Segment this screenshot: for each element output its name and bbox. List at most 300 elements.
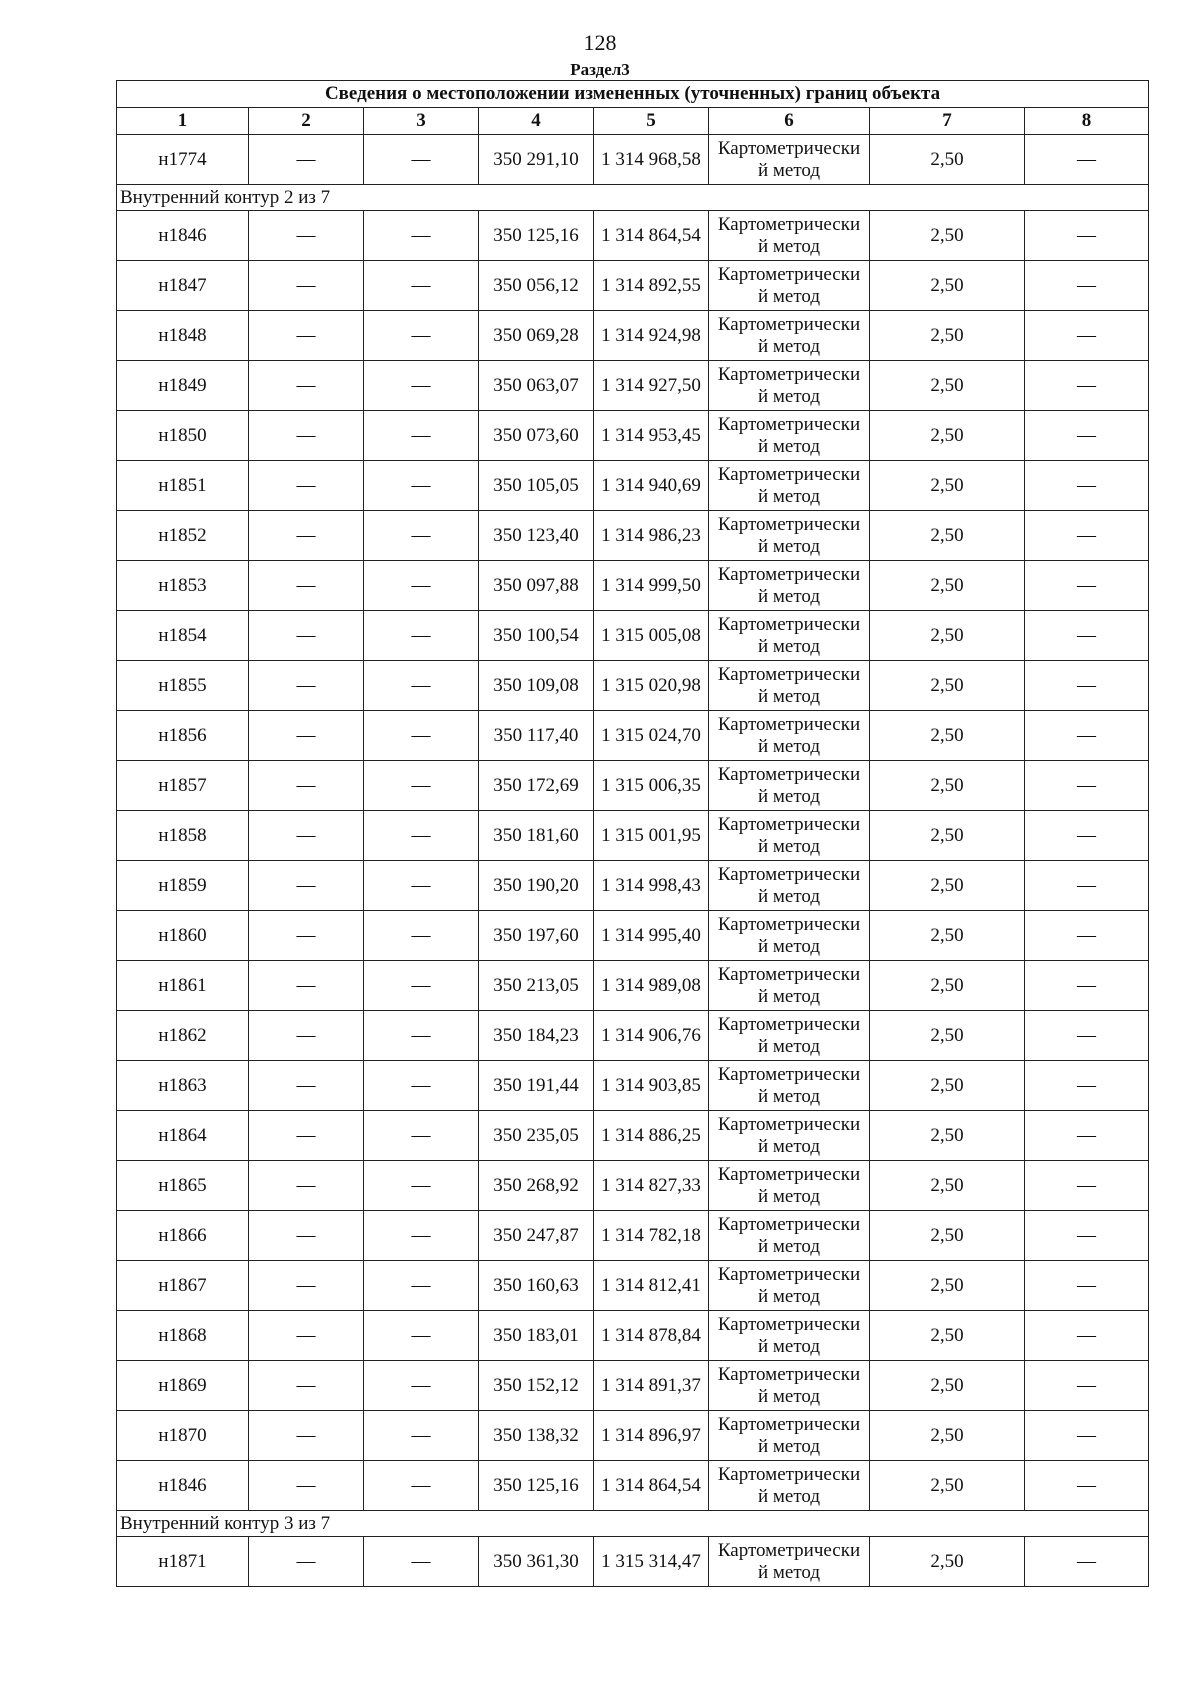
y-coordinate-cell: 1 314 906,76 bbox=[594, 1011, 709, 1061]
column-3-cell: — bbox=[364, 1011, 479, 1061]
column-2-cell: — bbox=[249, 1361, 364, 1411]
method-cell bbox=[709, 961, 870, 1011]
x-coordinate-cell: 350 097,88 bbox=[479, 561, 594, 611]
y-coordinate-cell: 1 314 903,85 bbox=[594, 1061, 709, 1111]
column-3-cell: — bbox=[364, 411, 479, 461]
method-line1: Картометрически bbox=[717, 513, 861, 535]
column-number: 5 bbox=[594, 108, 709, 135]
method-cell bbox=[709, 1411, 870, 1461]
method-line2: й метод bbox=[757, 385, 821, 407]
column-3-cell: — bbox=[364, 911, 479, 961]
column-3-cell: — bbox=[364, 311, 479, 361]
point-name-cell: н1857 bbox=[117, 761, 249, 811]
y-coordinate-cell: 1 314 986,23 bbox=[594, 511, 709, 561]
column-3-cell: — bbox=[364, 1311, 479, 1361]
table-row bbox=[117, 1537, 1149, 1587]
point-name-cell: н1858 bbox=[117, 811, 249, 861]
x-coordinate-cell: 350 247,87 bbox=[479, 1211, 594, 1261]
method-line1: Картометрически bbox=[717, 663, 861, 685]
accuracy-cell: 2,50 bbox=[870, 861, 1025, 911]
x-coordinate-cell: 350 291,10 bbox=[479, 135, 594, 185]
accuracy-cell: 2,50 bbox=[870, 1537, 1025, 1587]
column-2-cell: — bbox=[249, 461, 364, 511]
method-line1: Картометрически bbox=[717, 613, 861, 635]
table-row bbox=[117, 661, 1149, 711]
point-name-cell: н1863 bbox=[117, 1061, 249, 1111]
column-2-cell: — bbox=[249, 411, 364, 461]
table-row bbox=[117, 135, 1149, 185]
x-coordinate-cell: 350 109,08 bbox=[479, 661, 594, 711]
column-3-cell: — bbox=[364, 1361, 479, 1411]
column-8-cell: — bbox=[1025, 211, 1149, 261]
method-line1: Картометрически bbox=[717, 1163, 861, 1185]
point-name-cell: н1855 bbox=[117, 661, 249, 711]
accuracy-cell: 2,50 bbox=[870, 411, 1025, 461]
column-2-cell: — bbox=[249, 961, 364, 1011]
column-8-cell: — bbox=[1025, 1461, 1149, 1511]
column-2-cell: — bbox=[249, 361, 364, 411]
method-line2: й метод bbox=[757, 285, 821, 307]
table-row bbox=[117, 461, 1149, 511]
column-2-cell: — bbox=[249, 911, 364, 961]
method-cell bbox=[709, 861, 870, 911]
y-coordinate-cell: 1 314 995,40 bbox=[594, 911, 709, 961]
accuracy-cell: 2,50 bbox=[870, 1111, 1025, 1161]
method-line2: й метод bbox=[757, 635, 821, 657]
point-name-cell: н1849 bbox=[117, 361, 249, 411]
column-3-cell: — bbox=[364, 1161, 479, 1211]
table-row bbox=[117, 611, 1149, 661]
x-coordinate-cell: 350 105,05 bbox=[479, 461, 594, 511]
column-2-cell: — bbox=[249, 1461, 364, 1511]
column-8-cell: — bbox=[1025, 1111, 1149, 1161]
y-coordinate-cell: 1 314 864,54 bbox=[594, 211, 709, 261]
section-title: Раздел3 bbox=[570, 60, 630, 79]
method-line1: Картометрически bbox=[717, 563, 861, 585]
column-8-cell: — bbox=[1025, 811, 1149, 861]
method-cell bbox=[709, 461, 870, 511]
x-coordinate-cell: 350 190,20 bbox=[479, 861, 594, 911]
method-cell bbox=[709, 135, 870, 185]
point-name-cell: н1846 bbox=[117, 1461, 249, 1511]
x-coordinate-cell: 350 117,40 bbox=[479, 711, 594, 761]
method-cell bbox=[709, 411, 870, 461]
method-line1: Картометрически bbox=[717, 713, 861, 735]
method-line1: Картометрически bbox=[717, 1013, 861, 1035]
method-line1: Картометрически bbox=[717, 137, 861, 159]
accuracy-cell: 2,50 bbox=[870, 1411, 1025, 1461]
table-row bbox=[117, 311, 1149, 361]
method-line1: Картометрически bbox=[717, 1213, 861, 1235]
column-3-cell: — bbox=[364, 611, 479, 661]
column-8-cell: — bbox=[1025, 511, 1149, 561]
column-3-cell: — bbox=[364, 511, 479, 561]
table-row bbox=[117, 761, 1149, 811]
column-8-cell: — bbox=[1025, 761, 1149, 811]
method-line2: й метод bbox=[757, 735, 821, 757]
table-row bbox=[117, 911, 1149, 961]
x-coordinate-cell: 350 125,16 bbox=[479, 211, 594, 261]
column-8-cell: — bbox=[1025, 911, 1149, 961]
x-coordinate-cell: 350 172,69 bbox=[479, 761, 594, 811]
y-coordinate-cell: 1 314 998,43 bbox=[594, 861, 709, 911]
column-2-cell: — bbox=[249, 311, 364, 361]
column-3-cell: — bbox=[364, 461, 479, 511]
table-row bbox=[117, 1361, 1149, 1411]
method-line1: Картометрически bbox=[717, 963, 861, 985]
point-name-cell: н1850 bbox=[117, 411, 249, 461]
method-line2: й метод bbox=[757, 1385, 821, 1407]
column-2-cell: — bbox=[249, 811, 364, 861]
accuracy-cell: 2,50 bbox=[870, 1011, 1025, 1061]
column-2-cell: — bbox=[249, 1111, 364, 1161]
column-3-cell: — bbox=[364, 1411, 479, 1461]
column-8-cell: — bbox=[1025, 1311, 1149, 1361]
x-coordinate-cell: 350 183,01 bbox=[479, 1311, 594, 1361]
method-line2: й метод bbox=[757, 535, 821, 557]
method-line1: Картометрически bbox=[717, 1263, 861, 1285]
y-coordinate-cell: 1 315 024,70 bbox=[594, 711, 709, 761]
y-coordinate-cell: 1 314 896,97 bbox=[594, 1411, 709, 1461]
table-row bbox=[117, 1261, 1149, 1311]
column-8-cell: — bbox=[1025, 411, 1149, 461]
y-coordinate-cell: 1 314 886,25 bbox=[594, 1111, 709, 1161]
point-name-cell: н1869 bbox=[117, 1361, 249, 1411]
y-coordinate-cell: 1 314 989,08 bbox=[594, 961, 709, 1011]
method-line2: й метод bbox=[757, 1485, 821, 1507]
table-row bbox=[117, 211, 1149, 261]
column-3-cell: — bbox=[364, 1261, 479, 1311]
x-coordinate-cell: 350 100,54 bbox=[479, 611, 594, 661]
x-coordinate-cell: 350 069,28 bbox=[479, 311, 594, 361]
point-name-cell: н1860 bbox=[117, 911, 249, 961]
x-coordinate-cell: 350 138,32 bbox=[479, 1411, 594, 1461]
accuracy-cell: 2,50 bbox=[870, 211, 1025, 261]
method-line2: й метод bbox=[757, 335, 821, 357]
point-name-cell: н1865 bbox=[117, 1161, 249, 1211]
accuracy-cell: 2,50 bbox=[870, 461, 1025, 511]
y-coordinate-cell: 1 315 314,47 bbox=[594, 1537, 709, 1587]
method-line2: й метод bbox=[757, 935, 821, 957]
x-coordinate-cell: 350 184,23 bbox=[479, 1011, 594, 1061]
point-name-cell: н1867 bbox=[117, 1261, 249, 1311]
y-coordinate-cell: 1 315 005,08 bbox=[594, 611, 709, 661]
method-cell bbox=[709, 1061, 870, 1111]
method-line1: Картометрически bbox=[717, 363, 861, 385]
column-2-cell: — bbox=[249, 1161, 364, 1211]
y-coordinate-cell: 1 315 006,35 bbox=[594, 761, 709, 811]
y-coordinate-cell: 1 315 001,95 bbox=[594, 811, 709, 861]
column-2-cell: — bbox=[249, 661, 364, 711]
x-coordinate-cell: 350 191,44 bbox=[479, 1061, 594, 1111]
y-coordinate-cell: 1 314 864,54 bbox=[594, 1461, 709, 1511]
column-2-cell: — bbox=[249, 711, 364, 761]
method-cell bbox=[709, 211, 870, 261]
column-2-cell: — bbox=[249, 1411, 364, 1461]
table-row bbox=[117, 811, 1149, 861]
column-8-cell: — bbox=[1025, 661, 1149, 711]
column-3-cell: — bbox=[364, 211, 479, 261]
method-cell bbox=[709, 261, 870, 311]
table-row bbox=[117, 961, 1149, 1011]
column-2-cell: — bbox=[249, 611, 364, 661]
accuracy-cell: 2,50 bbox=[870, 511, 1025, 561]
method-line2: й метод bbox=[757, 985, 821, 1007]
x-coordinate-cell: 350 268,92 bbox=[479, 1161, 594, 1211]
column-8-cell: — bbox=[1025, 861, 1149, 911]
method-line1: Картометрически bbox=[717, 913, 861, 935]
column-3-cell: — bbox=[364, 1461, 479, 1511]
method-line1: Картометрически bbox=[717, 463, 861, 485]
point-name-cell: н1868 bbox=[117, 1311, 249, 1361]
column-8-cell: — bbox=[1025, 311, 1149, 361]
point-name-cell: н1871 bbox=[117, 1537, 249, 1587]
method-cell bbox=[709, 561, 870, 611]
table-row bbox=[117, 1311, 1149, 1361]
column-2-cell: — bbox=[249, 1311, 364, 1361]
y-coordinate-cell: 1 315 020,98 bbox=[594, 661, 709, 711]
y-coordinate-cell: 1 314 940,69 bbox=[594, 461, 709, 511]
point-name-cell: н1856 bbox=[117, 711, 249, 761]
point-name-cell: н1866 bbox=[117, 1211, 249, 1261]
method-line1: Картометрически bbox=[717, 813, 861, 835]
point-name-cell: н1847 bbox=[117, 261, 249, 311]
method-line1: Картометрически bbox=[717, 1363, 861, 1385]
method-cell bbox=[709, 511, 870, 561]
accuracy-cell: 2,50 bbox=[870, 561, 1025, 611]
column-2-cell: — bbox=[249, 1537, 364, 1587]
page-number: 128 bbox=[583, 30, 617, 55]
y-coordinate-cell: 1 314 924,98 bbox=[594, 311, 709, 361]
x-coordinate-cell: 350 235,05 bbox=[479, 1111, 594, 1161]
column-2-cell: — bbox=[249, 861, 364, 911]
column-8-cell: — bbox=[1025, 1211, 1149, 1261]
accuracy-cell: 2,50 bbox=[870, 361, 1025, 411]
method-cell bbox=[709, 1011, 870, 1061]
column-8-cell: — bbox=[1025, 135, 1149, 185]
column-2-cell: — bbox=[249, 1061, 364, 1111]
method-line2: й метод bbox=[757, 159, 821, 181]
column-8-cell: — bbox=[1025, 711, 1149, 761]
column-number: 3 bbox=[364, 108, 479, 135]
accuracy-cell: 2,50 bbox=[870, 611, 1025, 661]
y-coordinate-cell: 1 314 999,50 bbox=[594, 561, 709, 611]
x-coordinate-cell: 350 213,05 bbox=[479, 961, 594, 1011]
table-row bbox=[117, 261, 1149, 311]
column-2-cell: — bbox=[249, 511, 364, 561]
method-cell bbox=[709, 311, 870, 361]
y-coordinate-cell: 1 314 892,55 bbox=[594, 261, 709, 311]
method-line2: й метод bbox=[757, 835, 821, 857]
column-2-cell: — bbox=[249, 1011, 364, 1061]
x-coordinate-cell: 350 160,63 bbox=[479, 1261, 594, 1311]
method-line2: й метод bbox=[757, 785, 821, 807]
accuracy-cell: 2,50 bbox=[870, 261, 1025, 311]
accuracy-cell: 2,50 bbox=[870, 1361, 1025, 1411]
method-line1: Картометрически bbox=[717, 313, 861, 335]
method-line1: Картометрически bbox=[717, 263, 861, 285]
column-2-cell: — bbox=[249, 561, 364, 611]
x-coordinate-cell: 350 073,60 bbox=[479, 411, 594, 461]
point-name-cell: н1862 bbox=[117, 1011, 249, 1061]
method-line2: й метод bbox=[757, 1035, 821, 1057]
contour-label: Внутренний контур 2 из 7 bbox=[117, 185, 1149, 211]
accuracy-cell: 2,50 bbox=[870, 911, 1025, 961]
accuracy-cell: 2,50 bbox=[870, 711, 1025, 761]
column-8-cell: — bbox=[1025, 361, 1149, 411]
table-row bbox=[117, 1011, 1149, 1061]
x-coordinate-cell: 350 361,30 bbox=[479, 1537, 594, 1587]
column-2-cell: — bbox=[249, 261, 364, 311]
method-line2: й метод bbox=[757, 1435, 821, 1457]
column-3-cell: — bbox=[364, 361, 479, 411]
column-2-cell: — bbox=[249, 211, 364, 261]
column-2-cell: — bbox=[249, 1211, 364, 1261]
column-2-cell: — bbox=[249, 1261, 364, 1311]
method-cell bbox=[709, 1537, 870, 1587]
column-8-cell: — bbox=[1025, 611, 1149, 661]
table-row bbox=[117, 361, 1149, 411]
point-name-cell: н1774 bbox=[117, 135, 249, 185]
column-8-cell: — bbox=[1025, 1011, 1149, 1061]
column-number: 1 bbox=[117, 108, 249, 135]
coordinates-table bbox=[116, 80, 1149, 1587]
table-row bbox=[117, 1161, 1149, 1211]
point-name-cell: н1864 bbox=[117, 1111, 249, 1161]
method-cell bbox=[709, 1461, 870, 1511]
contour-label: Внутренний контур 3 из 7 bbox=[117, 1511, 1149, 1537]
column-3-cell: — bbox=[364, 561, 479, 611]
table-row bbox=[117, 1211, 1149, 1261]
x-coordinate-cell: 350 123,40 bbox=[479, 511, 594, 561]
table-row bbox=[117, 511, 1149, 561]
method-cell bbox=[709, 711, 870, 761]
column-8-cell: — bbox=[1025, 1161, 1149, 1211]
method-cell bbox=[709, 661, 870, 711]
contour-header-row bbox=[117, 1511, 1149, 1537]
column-3-cell: — bbox=[364, 1537, 479, 1587]
x-coordinate-cell: 350 056,12 bbox=[479, 261, 594, 311]
method-cell bbox=[709, 1361, 870, 1411]
point-name-cell: н1854 bbox=[117, 611, 249, 661]
method-cell bbox=[709, 1161, 870, 1211]
method-line1: Картометрически bbox=[717, 1463, 861, 1485]
y-coordinate-cell: 1 314 878,84 bbox=[594, 1311, 709, 1361]
contour-header-row bbox=[117, 185, 1149, 211]
method-line2: й метод bbox=[757, 1085, 821, 1107]
table-caption: Сведения о местоположении измененных (уточненных) границ объекта bbox=[117, 81, 1149, 108]
method-line2: й метод bbox=[757, 885, 821, 907]
method-line2: й метод bbox=[757, 485, 821, 507]
column-8-cell: — bbox=[1025, 1061, 1149, 1111]
column-8-cell: — bbox=[1025, 461, 1149, 511]
accuracy-cell: 2,50 bbox=[870, 811, 1025, 861]
column-8-cell: — bbox=[1025, 1361, 1149, 1411]
column-3-cell: — bbox=[364, 1061, 479, 1111]
method-line1: Картометрически bbox=[717, 1313, 861, 1335]
point-name-cell: н1861 bbox=[117, 961, 249, 1011]
column-8-cell: — bbox=[1025, 961, 1149, 1011]
point-name-cell: н1853 bbox=[117, 561, 249, 611]
method-cell bbox=[709, 1261, 870, 1311]
method-line1: Картометрически bbox=[717, 1113, 861, 1135]
table-row bbox=[117, 411, 1149, 461]
method-line1: Картометрически bbox=[717, 1539, 861, 1561]
y-coordinate-cell: 1 314 968,58 bbox=[594, 135, 709, 185]
y-coordinate-cell: 1 314 927,50 bbox=[594, 361, 709, 411]
y-coordinate-cell: 1 314 812,41 bbox=[594, 1261, 709, 1311]
column-8-cell: — bbox=[1025, 1411, 1149, 1461]
column-number: 7 bbox=[870, 108, 1025, 135]
point-name-cell: н1851 bbox=[117, 461, 249, 511]
method-line2: й метод bbox=[757, 1285, 821, 1307]
method-cell bbox=[709, 1211, 870, 1261]
y-coordinate-cell: 1 314 891,37 bbox=[594, 1361, 709, 1411]
accuracy-cell: 2,50 bbox=[870, 1061, 1025, 1111]
x-coordinate-cell: 350 152,12 bbox=[479, 1361, 594, 1411]
accuracy-cell: 2,50 bbox=[870, 1461, 1025, 1511]
column-3-cell: — bbox=[364, 261, 479, 311]
column-3-cell: — bbox=[364, 811, 479, 861]
point-name-cell: н1848 bbox=[117, 311, 249, 361]
table-row bbox=[117, 1061, 1149, 1111]
method-line2: й метод bbox=[757, 1235, 821, 1257]
point-name-cell: н1852 bbox=[117, 511, 249, 561]
method-cell bbox=[709, 361, 870, 411]
x-coordinate-cell: 350 063,07 bbox=[479, 361, 594, 411]
table-row bbox=[117, 711, 1149, 761]
method-cell bbox=[709, 1311, 870, 1361]
column-3-cell: — bbox=[364, 1111, 479, 1161]
x-coordinate-cell: 350 181,60 bbox=[479, 811, 594, 861]
column-number: 2 bbox=[249, 108, 364, 135]
column-3-cell: — bbox=[364, 861, 479, 911]
accuracy-cell: 2,50 bbox=[870, 1211, 1025, 1261]
column-3-cell: — bbox=[364, 661, 479, 711]
method-cell bbox=[709, 761, 870, 811]
column-3-cell: — bbox=[364, 761, 479, 811]
point-name-cell: н1846 bbox=[117, 211, 249, 261]
method-line2: й метод bbox=[757, 1335, 821, 1357]
column-number: 8 bbox=[1025, 108, 1149, 135]
method-line2: й метод bbox=[757, 1185, 821, 1207]
method-line1: Картометрически bbox=[717, 1413, 861, 1435]
method-line2: й метод bbox=[757, 585, 821, 607]
table-row bbox=[117, 1411, 1149, 1461]
accuracy-cell: 2,50 bbox=[870, 761, 1025, 811]
method-cell bbox=[709, 911, 870, 961]
method-line2: й метод bbox=[757, 685, 821, 707]
accuracy-cell: 2,50 bbox=[870, 1311, 1025, 1361]
method-cell bbox=[709, 811, 870, 861]
table-row bbox=[117, 861, 1149, 911]
method-line2: й метод bbox=[757, 235, 821, 257]
y-coordinate-cell: 1 314 953,45 bbox=[594, 411, 709, 461]
table-row bbox=[117, 1111, 1149, 1161]
method-line1: Картометрически bbox=[717, 763, 861, 785]
accuracy-cell: 2,50 bbox=[870, 661, 1025, 711]
column-number: 4 bbox=[479, 108, 594, 135]
point-name-cell: н1859 bbox=[117, 861, 249, 911]
method-line1: Картометрически bbox=[717, 1063, 861, 1085]
accuracy-cell: 2,50 bbox=[870, 135, 1025, 185]
column-3-cell: — bbox=[364, 961, 479, 1011]
y-coordinate-cell: 1 314 782,18 bbox=[594, 1211, 709, 1261]
table-row bbox=[117, 1461, 1149, 1511]
table-row bbox=[117, 561, 1149, 611]
column-8-cell: — bbox=[1025, 561, 1149, 611]
x-coordinate-cell: 350 125,16 bbox=[479, 1461, 594, 1511]
